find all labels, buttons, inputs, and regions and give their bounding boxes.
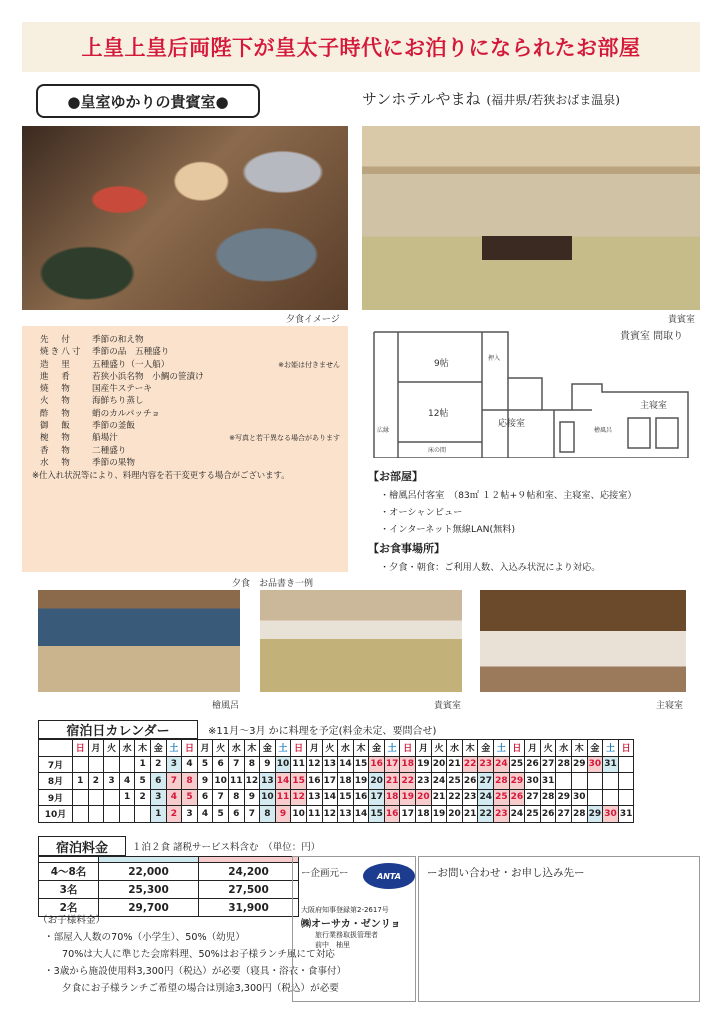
vip-room-caption: 貴賓室 xyxy=(668,315,696,325)
planner-registration: 大阪府知事登録第2-2617号 xyxy=(301,906,389,914)
calendar-weekday: 月 xyxy=(88,740,104,757)
calendar-day: 9 xyxy=(244,789,260,806)
rates-row xyxy=(39,863,299,881)
calendar-day: 28 xyxy=(494,773,510,790)
calendar-day: 21 xyxy=(462,806,478,823)
planner-manager-title: 旅行業務取扱管理者 xyxy=(315,931,378,939)
calendar-weekday: 日 xyxy=(291,740,307,757)
calendar-day: 4 xyxy=(166,789,182,806)
calendar-weekday: 日 xyxy=(400,740,416,757)
floor-plan-caption: 貴賓室 間取り xyxy=(620,331,684,342)
menu-row xyxy=(40,359,340,371)
calendar-empty xyxy=(119,756,135,773)
calendar-day: 27 xyxy=(525,789,541,806)
menu-dish-note: ※お姫は付きません xyxy=(278,360,340,369)
room-list xyxy=(368,487,698,538)
calendar-empty xyxy=(104,756,120,773)
menu-row xyxy=(40,408,340,420)
child-line: ・部屋入人数の70%（小学生）、50%（幼児） xyxy=(44,932,245,943)
calendar-day: 4 xyxy=(197,806,213,823)
menu-course: 酢 物 xyxy=(40,408,72,419)
calendar-weekday: 月 xyxy=(306,740,322,757)
menu-course: 進 肴 xyxy=(40,371,72,382)
calendar-day: 18 xyxy=(338,773,354,790)
calendar-day: 7 xyxy=(244,806,260,823)
calendar-day: 31 xyxy=(540,773,556,790)
menu-list xyxy=(40,334,340,469)
calendar-day: 19 xyxy=(400,789,416,806)
calendar-weekday: 金 xyxy=(369,740,385,757)
menu-dish: 季節の果物 xyxy=(92,457,135,468)
plan-master-bedroom: 主寝室 xyxy=(640,401,668,411)
calendar-weekday: 日 xyxy=(509,740,525,757)
calendar-weekday: 火 xyxy=(540,740,556,757)
calendar-day: 2 xyxy=(166,806,182,823)
calendar-title: 宿泊日カレンダー xyxy=(38,720,198,739)
calendar-empty xyxy=(104,806,120,823)
calendar-day: 1 xyxy=(119,789,135,806)
calendar-day: 8 xyxy=(244,756,260,773)
calendar-empty xyxy=(556,773,572,790)
calendar-empty xyxy=(587,773,603,790)
calendar-day: 5 xyxy=(182,789,198,806)
rates-table xyxy=(38,856,299,917)
rates-row xyxy=(39,881,299,899)
menu-row xyxy=(40,432,340,444)
calendar-weekday: 金 xyxy=(478,740,494,757)
calendar-weekday: 月 xyxy=(525,740,541,757)
calendar-day: 14 xyxy=(275,773,291,790)
rates-party-size: 3名 xyxy=(39,881,99,899)
calendar-day: 9 xyxy=(260,756,276,773)
menu-box xyxy=(22,326,348,572)
calendar-day: 24 xyxy=(494,756,510,773)
calendar-weekday: 火 xyxy=(431,740,447,757)
calendar-day: 13 xyxy=(260,773,276,790)
guest-room-photo xyxy=(260,590,462,692)
calendar-day: 12 xyxy=(322,806,338,823)
calendar-day: 18 xyxy=(400,756,416,773)
calendar-weekday: 木 xyxy=(353,740,369,757)
calendar-day: 27 xyxy=(556,806,572,823)
calendar-day: 20 xyxy=(431,756,447,773)
calendar-day: 20 xyxy=(416,789,432,806)
calendar-weekday: 日 xyxy=(182,740,198,757)
calendar-day: 18 xyxy=(384,789,400,806)
hotel-name-text: サンホテルやまね xyxy=(362,90,481,108)
calendar-note: ※11月～3月 かに料理を予定(料金未定、要問合せ) xyxy=(208,726,437,737)
hotel-name xyxy=(362,88,620,109)
calendar-day: 28 xyxy=(572,806,588,823)
calendar-day: 11 xyxy=(291,756,307,773)
calendar-day: 15 xyxy=(369,806,385,823)
rates-title: 宿泊料金 xyxy=(38,836,126,856)
bedroom-caption: 主寝室 xyxy=(656,701,684,711)
menu-row xyxy=(40,383,340,395)
calendar-day: 10 xyxy=(260,789,276,806)
rates-price: 25,300 xyxy=(99,881,199,899)
planner-label: ー企画元ー xyxy=(301,868,349,879)
calendar-day: 6 xyxy=(150,773,166,790)
calendar-day: 15 xyxy=(291,773,307,790)
calendar-day: 24 xyxy=(478,789,494,806)
calendar-day: 23 xyxy=(478,756,494,773)
menu-dish: 季節の釜飯 xyxy=(92,421,135,432)
calendar-weekday: 水 xyxy=(447,740,463,757)
calendar-month-label: 9月 xyxy=(39,789,73,806)
menu-row xyxy=(40,420,340,432)
calendar-month-row xyxy=(39,773,634,790)
calendar-day: 2 xyxy=(150,756,166,773)
calendar-day: 23 xyxy=(494,806,510,823)
calendar-day: 10 xyxy=(275,756,291,773)
calendar-day: 8 xyxy=(260,806,276,823)
menu-course: 水 物 xyxy=(40,457,72,468)
meal-item: ・夕食・朝食：ご利用人数、入込み状況により対応。 xyxy=(380,562,601,573)
floor-plan xyxy=(372,330,690,458)
calendar-day: 12 xyxy=(291,789,307,806)
calendar-empty xyxy=(618,756,634,773)
calendar-day: 16 xyxy=(369,756,385,773)
child-line: 夕食にお子様ランチご希望の場合は別途3,300円（税込）が必要 xyxy=(62,983,339,994)
calendar-day: 12 xyxy=(244,773,260,790)
hotel-location: (福井県/若狭おばま温泉) xyxy=(486,93,620,107)
contact-label: ーお問い合わせ・お申し込み先ー xyxy=(427,867,585,879)
rates-price: 22,000 xyxy=(99,863,199,881)
menu-course: 造 里 xyxy=(40,359,72,370)
calendar-day: 5 xyxy=(135,773,151,790)
calendar-day: 1 xyxy=(73,773,89,790)
room-item: ・檜風呂付客室 （83㎡ １２帖+９帖和室、主寝室、応接室） xyxy=(380,490,637,501)
calendar-day: 27 xyxy=(540,756,556,773)
calendar-day: 14 xyxy=(322,789,338,806)
calendar-day: 6 xyxy=(213,756,229,773)
meal-heading: 【お食事場所】 xyxy=(368,542,445,555)
child-line: 70%は大人に準じた会席料理、50%はお子様ランチ風にて対応 xyxy=(62,949,335,960)
menu-row xyxy=(40,334,340,346)
calendar-day: 21 xyxy=(384,773,400,790)
calendar-day: 25 xyxy=(447,773,463,790)
plan-oshiire: 押入 xyxy=(488,355,501,362)
calendar-day: 22 xyxy=(400,773,416,790)
calendar-month-label: 7月 xyxy=(39,756,73,773)
menu-dish: 海鮮ちり蒸し xyxy=(92,396,144,407)
menu-course: 焼 物 xyxy=(40,384,72,395)
calendar-month-label: 10月 xyxy=(39,806,73,823)
calendar-day: 26 xyxy=(540,806,556,823)
plan-12jo: 12帖 xyxy=(428,409,449,419)
calendar-day: 3 xyxy=(182,806,198,823)
calendar-day: 6 xyxy=(228,806,244,823)
calendar-day: 4 xyxy=(182,756,198,773)
calendar-weekday: 土 xyxy=(494,740,510,757)
calendar-day: 2 xyxy=(135,789,151,806)
calendar-day: 11 xyxy=(228,773,244,790)
plan-hiroen: 広縁 xyxy=(377,427,390,434)
calendar-day: 19 xyxy=(353,773,369,790)
calendar-day: 26 xyxy=(509,789,525,806)
calendar-day: 24 xyxy=(509,806,525,823)
calendar-day: 5 xyxy=(213,806,229,823)
planner-company: ㈱オーサカ・ゼンリョ xyxy=(301,919,401,930)
calendar-day: 23 xyxy=(462,789,478,806)
calendar-day: 10 xyxy=(291,806,307,823)
planner-manager-name: 前中 柚里 xyxy=(315,941,350,949)
menu-row xyxy=(40,395,340,407)
child-line: ・3歳から施設使用料3,300円（税込）が必要（寝具・浴衣・食事付） xyxy=(44,966,347,977)
calendar-day: 22 xyxy=(447,789,463,806)
calendar-empty xyxy=(88,756,104,773)
calendar-day: 22 xyxy=(478,806,494,823)
calendar-month-row xyxy=(39,756,634,773)
menu-dish: 五種盛り（一人船） xyxy=(92,359,170,370)
menu-dish: 季節の品 五種盛り xyxy=(92,347,170,358)
calendar-day: 14 xyxy=(353,806,369,823)
rates-party-size: 2名 xyxy=(39,899,99,917)
menu-dish: 国産牛ステーキ xyxy=(92,384,152,395)
calendar-day: 7 xyxy=(166,773,182,790)
menu-course: 先 付 xyxy=(40,335,72,345)
calendar-day: 8 xyxy=(182,773,198,790)
calendar-day: 17 xyxy=(322,773,338,790)
calendar-weekday: 木 xyxy=(462,740,478,757)
room-item: ・オーシャンビュー xyxy=(380,507,463,518)
calendar-day: 25 xyxy=(525,806,541,823)
calendar-day: 8 xyxy=(228,789,244,806)
calendar-empty xyxy=(618,773,634,790)
menu-row xyxy=(40,371,340,383)
rates-price: 27,500 xyxy=(199,881,299,899)
calendar-day: 7 xyxy=(228,756,244,773)
calendar-day: 24 xyxy=(431,773,447,790)
menu-course: 火 物 xyxy=(40,396,72,407)
calendar-day: 22 xyxy=(462,756,478,773)
calendar-empty xyxy=(572,773,588,790)
calendar-day: 19 xyxy=(431,806,447,823)
menu-dish: 若狭小浜名物 小鯛の笹漬け xyxy=(92,371,204,382)
calendar-day: 3 xyxy=(104,773,120,790)
menu-note: ※仕入れ状況等により、料理内容を若干変更する場合がございます。 xyxy=(32,470,290,481)
calendar-day: 31 xyxy=(603,756,619,773)
calendar-empty xyxy=(88,789,104,806)
calendar-day: 5 xyxy=(197,756,213,773)
calendar-weekday: 金 xyxy=(260,740,276,757)
dinner-photo-caption: 夕食イメージ xyxy=(286,315,340,325)
rates-note: １泊２食 諸税サービス料含む （単位：円） xyxy=(132,842,321,853)
menu-row xyxy=(40,445,340,457)
calendar-weekday: 火 xyxy=(322,740,338,757)
calendar-day: 19 xyxy=(416,756,432,773)
calendar-day: 16 xyxy=(306,773,322,790)
calendar-day: 15 xyxy=(338,789,354,806)
plan-reception: 応接室 xyxy=(498,419,526,429)
calendar-weekday: 水 xyxy=(228,740,244,757)
calendar-day: 13 xyxy=(306,789,322,806)
calendar-weekday: 土 xyxy=(603,740,619,757)
calendar-weekday: 水 xyxy=(556,740,572,757)
meal-list xyxy=(368,559,698,576)
calendar-day: 3 xyxy=(166,756,182,773)
calendar-day: 13 xyxy=(338,806,354,823)
calendar-weekday: 金 xyxy=(587,740,603,757)
calendar-day: 29 xyxy=(556,789,572,806)
calendar-day: 16 xyxy=(353,789,369,806)
calendar-day: 30 xyxy=(587,756,603,773)
calendar-day: 11 xyxy=(275,789,291,806)
calendar-day: 6 xyxy=(197,789,213,806)
calendar-day: 1 xyxy=(150,806,166,823)
calendar-weekday: 水 xyxy=(119,740,135,757)
plan-bath: 檜風呂 xyxy=(594,427,613,434)
bath-photo xyxy=(38,590,240,692)
calendar-day: 27 xyxy=(478,773,494,790)
calendar-day: 21 xyxy=(447,756,463,773)
calendar-day: 28 xyxy=(556,756,572,773)
calendar-empty xyxy=(73,789,89,806)
calendar-weekday: 日 xyxy=(73,740,89,757)
calendar-empty xyxy=(618,789,634,806)
calendar-day: 28 xyxy=(540,789,556,806)
calendar-day: 26 xyxy=(525,756,541,773)
calendar-empty xyxy=(88,806,104,823)
calendar-weekday: 土 xyxy=(384,740,400,757)
calendar-weekday: 土 xyxy=(166,740,182,757)
plan-9jo: 9帖 xyxy=(434,359,449,369)
calendar-day: 9 xyxy=(275,806,291,823)
calendar-day: 13 xyxy=(322,756,338,773)
calendar-month-label: 8月 xyxy=(39,773,73,790)
rates-price: 29,700 xyxy=(99,899,199,917)
calendar-empty xyxy=(73,756,89,773)
calendar-day: 3 xyxy=(150,789,166,806)
calendar-weekday: 月 xyxy=(197,740,213,757)
bath-caption: 檜風呂 xyxy=(212,701,240,711)
bedroom-photo xyxy=(480,590,686,692)
menu-course: 御 飯 xyxy=(40,421,72,432)
calendar-day: 20 xyxy=(447,806,463,823)
calendar-weekday: 金 xyxy=(150,740,166,757)
planner-box xyxy=(292,856,416,1002)
child-heading: （お子様料金） xyxy=(38,915,106,926)
subtitle-box: ●皇室ゆかりの貴賓室● xyxy=(36,84,260,118)
menu-dish: 蛸のカルパッチョ xyxy=(92,408,160,419)
calendar-day: 10 xyxy=(213,773,229,790)
calendar-weekday: 土 xyxy=(275,740,291,757)
calendar-weekday: 木 xyxy=(135,740,151,757)
calendar-weekday: 日 xyxy=(618,740,634,757)
calendar-day: 31 xyxy=(618,806,634,823)
dinner-photo xyxy=(22,126,348,310)
calendar-day: 21 xyxy=(431,789,447,806)
top-banner xyxy=(22,22,700,72)
contact-box xyxy=(418,856,700,1002)
banner-title: 上皇上皇后両陛下が皇太子時代にお泊りになられたお部屋 xyxy=(81,35,641,60)
calendar-empty xyxy=(135,806,151,823)
menu-course: 椀 物 xyxy=(40,433,72,444)
calendar-day: 18 xyxy=(416,806,432,823)
calendar-weekday: 月 xyxy=(416,740,432,757)
calendar-day: 30 xyxy=(525,773,541,790)
calendar-empty xyxy=(603,789,619,806)
calendar-weekday: 火 xyxy=(104,740,120,757)
calendar-weekday: 木 xyxy=(572,740,588,757)
stay-calendar xyxy=(38,739,634,823)
calendar-weekday: 水 xyxy=(338,740,354,757)
plan-tokonoma: 床の間 xyxy=(428,447,447,454)
anta-logo: ANTA xyxy=(363,863,415,889)
calendar-day: 17 xyxy=(369,789,385,806)
calendar-month-row xyxy=(39,806,634,823)
rates-party-size: 4～8名 xyxy=(39,863,99,881)
room-item: ・インターネット無線LAN(無料) xyxy=(380,524,516,535)
calendar-empty xyxy=(73,806,89,823)
calendar-day: 25 xyxy=(494,789,510,806)
calendar-empty xyxy=(603,773,619,790)
calendar-day: 20 xyxy=(369,773,385,790)
calendar-corner xyxy=(39,740,73,757)
calendar-day: 25 xyxy=(509,756,525,773)
calendar-weekday: 火 xyxy=(213,740,229,757)
floor-plan-drawing xyxy=(372,330,690,458)
calendar-day: 4 xyxy=(119,773,135,790)
calendar-day: 7 xyxy=(213,789,229,806)
rates-price: 31,900 xyxy=(199,899,299,917)
room-info xyxy=(368,466,698,576)
menu-row xyxy=(40,346,340,358)
menu-row xyxy=(40,457,340,469)
calendar-day: 29 xyxy=(572,756,588,773)
calendar-day: 9 xyxy=(197,773,213,790)
calendar-weekday: 木 xyxy=(244,740,260,757)
calendar-day: 29 xyxy=(587,806,603,823)
menu-course: 香 物 xyxy=(40,445,72,456)
calendar-day: 14 xyxy=(338,756,354,773)
calendar-day: 17 xyxy=(384,756,400,773)
calendar-empty xyxy=(587,789,603,806)
calendar-day: 26 xyxy=(462,773,478,790)
calendar-day: 2 xyxy=(88,773,104,790)
calendar-day: 23 xyxy=(416,773,432,790)
menu-dish: 季節の和え物 xyxy=(92,335,144,345)
calendar-day: 17 xyxy=(400,806,416,823)
calendar-day: 1 xyxy=(135,756,151,773)
guest-room-caption: 貴賓室 xyxy=(434,701,462,711)
calendar-day: 16 xyxy=(384,806,400,823)
calendar-day: 15 xyxy=(353,756,369,773)
menu-dish: 二種盛り xyxy=(92,445,127,456)
calendar-day: 29 xyxy=(509,773,525,790)
calendar-day: 30 xyxy=(603,806,619,823)
calendar-day: 12 xyxy=(306,756,322,773)
menu-dish: 船場汁 xyxy=(92,433,118,444)
room-heading: 【お部屋】 xyxy=(368,470,423,483)
vip-room-photo xyxy=(362,126,700,310)
menu-caption: 夕食 お品書き一例 xyxy=(232,579,314,589)
calendar-day: 30 xyxy=(572,789,588,806)
calendar-empty xyxy=(119,806,135,823)
calendar-weekday-row xyxy=(39,740,634,757)
menu-course: 焼き八寸 xyxy=(40,347,83,358)
menu-dish-note: ※写真と若干異なる場合があります xyxy=(229,434,340,443)
calendar-month-row xyxy=(39,789,634,806)
calendar-empty xyxy=(104,789,120,806)
rates-price: 24,200 xyxy=(199,863,299,881)
calendar-day: 11 xyxy=(306,806,322,823)
